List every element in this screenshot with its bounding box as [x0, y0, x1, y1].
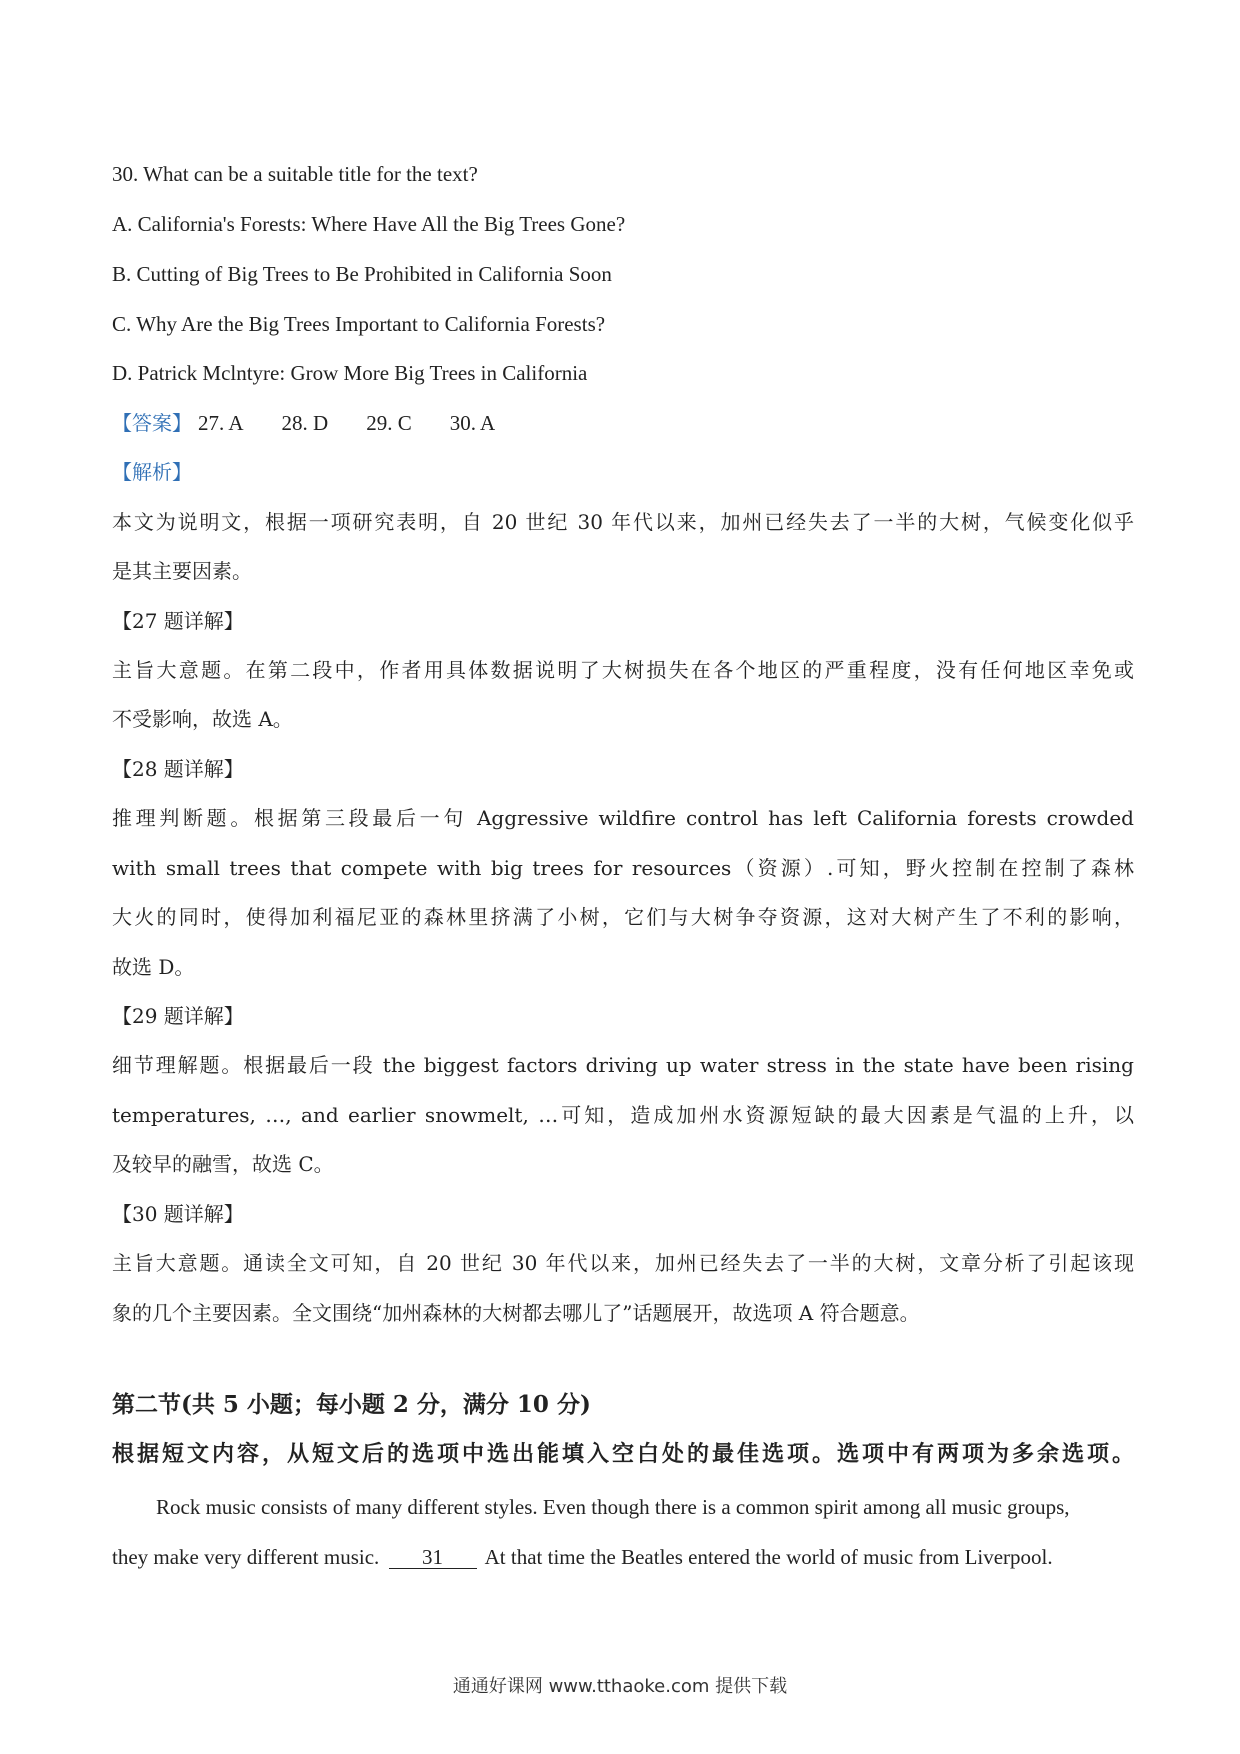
answer-30: 30. A — [449, 411, 496, 435]
detail-28-line-1: 推理判断题。根据第三段最后一句 Aggressive wildfire control has left California forests crowded — [112, 806, 1134, 830]
detail-27-line-1: 主旨大意题。在第二段中，作者用具体数据说明了大树损失在各个地区的严重程度，没有任何地区幸免或 — [112, 658, 1134, 682]
blank-31: 31 — [389, 1546, 477, 1569]
question-30-stem: 30. What can be a suitable title for the text? — [112, 162, 478, 186]
section-2-title: 第二节(共 5 小题；每小题 2 分，满分 10 分) — [112, 1391, 591, 1418]
section-2-instruction: 根据短文内容，从短文后的选项中选出能填入空白处的最佳选项。选项中有两项为多余选项。 — [112, 1441, 1134, 1467]
page-footer: 通通好课网 www.tthaoke.com 提供下载 — [452, 1676, 788, 1697]
passage-line-2 — [112, 1544, 1053, 1570]
question-30-option-a: A. California's Forests: Where Have All the Big Trees Gone? — [112, 212, 626, 236]
answer-29: 29. C — [366, 411, 412, 435]
answer-28: 28. D — [281, 411, 329, 435]
detail-29-line-1: 细节理解题。根据最后一段 the biggest factors driving up water stress in the state have been rising — [112, 1053, 1134, 1077]
question-30-option-c: C. Why Are the Big Trees Important to California Forests? — [112, 312, 606, 336]
detail-29-line-2: temperatures, …, and earlier snowmelt, …可知，造成加州水资源短缺的最大因素是气温的上升，以 — [112, 1103, 1134, 1127]
detail-28-heading: 【28 题详解】 — [112, 757, 244, 781]
detail-29-heading: 【29 题详解】 — [112, 1004, 244, 1028]
detail-30-line-1: 主旨大意题。通读全文可知，自 20 世纪 30 年代以来，加州已经失去了一半的大树，文章分析了引起该现 — [112, 1251, 1134, 1275]
detail-27-line-2: 不受影响，故选 A。 — [112, 707, 293, 731]
detail-30-heading: 【30 题详解】 — [112, 1202, 244, 1226]
passage-line-2-after: At that time the Beatles entered the world of music from Liverpool. — [484, 1545, 1053, 1569]
detail-30-line-2: 象的几个主要因素。全文围绕“加州森林的大树都去哪儿了”话题展开，故选项 A 符合题意。 — [112, 1301, 920, 1325]
analysis-line-1: 本文为说明文，根据一项研究表明，自 20 世纪 30 年代以来，加州已经失去了一半的大树，气候变化似乎 — [112, 510, 1134, 534]
question-30-option-b: B. Cutting of Big Trees to Be Prohibited in California Soon — [112, 262, 612, 286]
answer-line — [112, 410, 533, 436]
detail-28-line-2: with small trees that compete with big trees for resources（资源）.可知，野火控制在控制了森林 — [112, 856, 1134, 880]
passage-line-1: Rock music consists of many different styles. Even though there is a common spirit among all music groups, — [156, 1495, 1070, 1519]
answer-27: 27. A — [198, 411, 244, 435]
question-30-option-d: D. Patrick Mclntyre: Grow More Big Trees in California — [112, 361, 588, 385]
analysis-line-2: 是其主要因素。 — [112, 559, 252, 583]
detail-28-line-3: 大火的同时，使得加利福尼亚的森林里挤满了小树，它们与大树争夺资源，这对大树产生了不利的影响， — [112, 905, 1134, 929]
detail-29-line-3: 及较早的融雪，故选 C。 — [112, 1152, 334, 1176]
analysis-tag: 【解析】 — [112, 460, 192, 484]
answer-items — [198, 411, 533, 435]
detail-27-heading: 【27 题详解】 — [112, 609, 244, 633]
passage-line-2-before: they make very different music. — [112, 1545, 380, 1569]
answer-tag: 【答案】 — [112, 411, 192, 435]
detail-28-line-4: 故选 D。 — [112, 955, 195, 979]
